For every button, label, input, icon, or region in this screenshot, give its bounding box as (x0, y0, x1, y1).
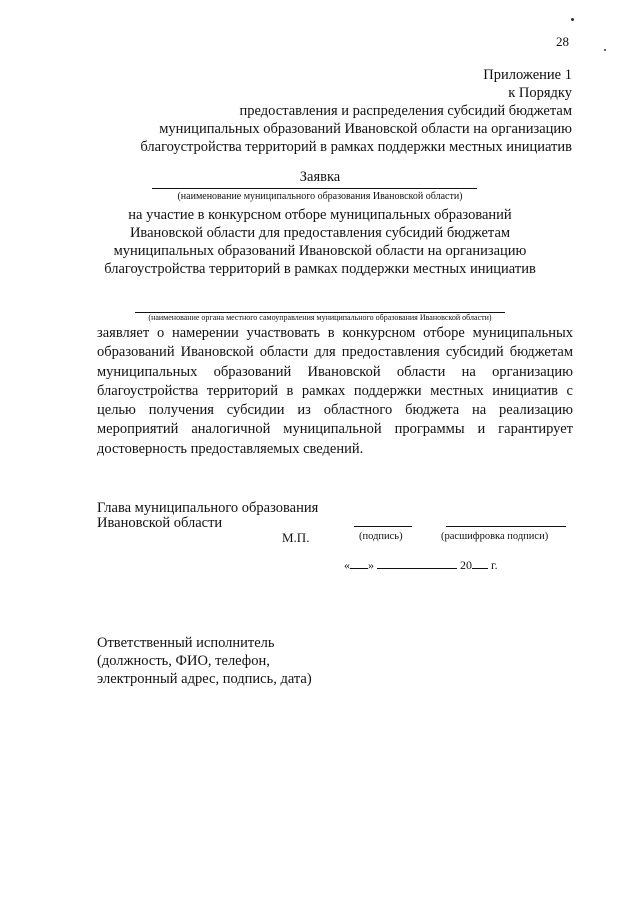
executor-line-1: Ответственный исполнитель (97, 635, 275, 651)
head-title-line-2: Ивановской области (97, 515, 223, 531)
appendix-line-5: благоустройства территорий в рамках поддержки местных инициатив (140, 139, 572, 155)
scan-speck (571, 18, 574, 21)
municipality-caption: (наименование муниципального образования Ивановской области) (177, 191, 463, 202)
appendix-line-1: Приложение 1 (483, 67, 572, 83)
appendix-line-3: предоставления и распределения субсидий бюджетам (239, 103, 572, 119)
page-number: 28 (556, 34, 569, 49)
appendix-line-4: муниципальных образований Ивановской области на организацию (159, 121, 572, 137)
date-line (344, 557, 498, 573)
head-title-line-1: Глава муниципального образования (97, 500, 319, 516)
executor-line-3: электронный адрес, подпись, дата) (97, 671, 312, 687)
scan-speck (604, 49, 606, 51)
purpose-line-1: на участие в конкурсном отборе муниципальных образований (128, 207, 512, 223)
signature-line (354, 526, 412, 527)
appendix-line-2: к Порядку (508, 85, 572, 101)
date-year-prefix: 20 (460, 558, 472, 572)
date-month-blank (377, 557, 457, 569)
purpose-line-3: муниципальных образований Ивановской области на организацию (113, 243, 527, 259)
signature-decode-caption: (расшифровка подписи) (441, 531, 549, 542)
date-open-quote: « (344, 558, 350, 572)
document-title: Заявка (299, 169, 341, 185)
signature-decode-line (446, 526, 566, 527)
statement-paragraph: заявляет о намерении участвовать в конкурсном отборе муниципальных образований Ивановской области для предоставления субсидий бюджетам муниципальных образований Ивановской области на организацию благоустройства территорий в рамках поддержки местных инициатив с целью получения субсидии из областного бюджета на реализацию мероприятий аналогичной муниципальной программы и гарантирует достоверность предоставляемых сведений. (97, 325, 573, 457)
signature-caption: (подпись) (359, 531, 403, 542)
municipality-name-line (152, 188, 477, 189)
date-close-quote: » (368, 558, 374, 572)
purpose-line-2: Ивановской области для предоставления субсидий бюджетам (129, 225, 511, 241)
purpose-line-4: благоустройства территорий в рамках поддержки местных инициатив (104, 261, 536, 277)
authority-caption: (наименование органа местного самоуправления муниципального образования Ивановской области) (148, 313, 492, 322)
executor-line-2: (должность, ФИО, телефон, (97, 653, 270, 669)
date-day-blank (350, 557, 368, 569)
stamp-label: М.П. (282, 530, 310, 545)
date-year-blank (472, 557, 488, 569)
date-year-suffix: г. (491, 558, 498, 572)
